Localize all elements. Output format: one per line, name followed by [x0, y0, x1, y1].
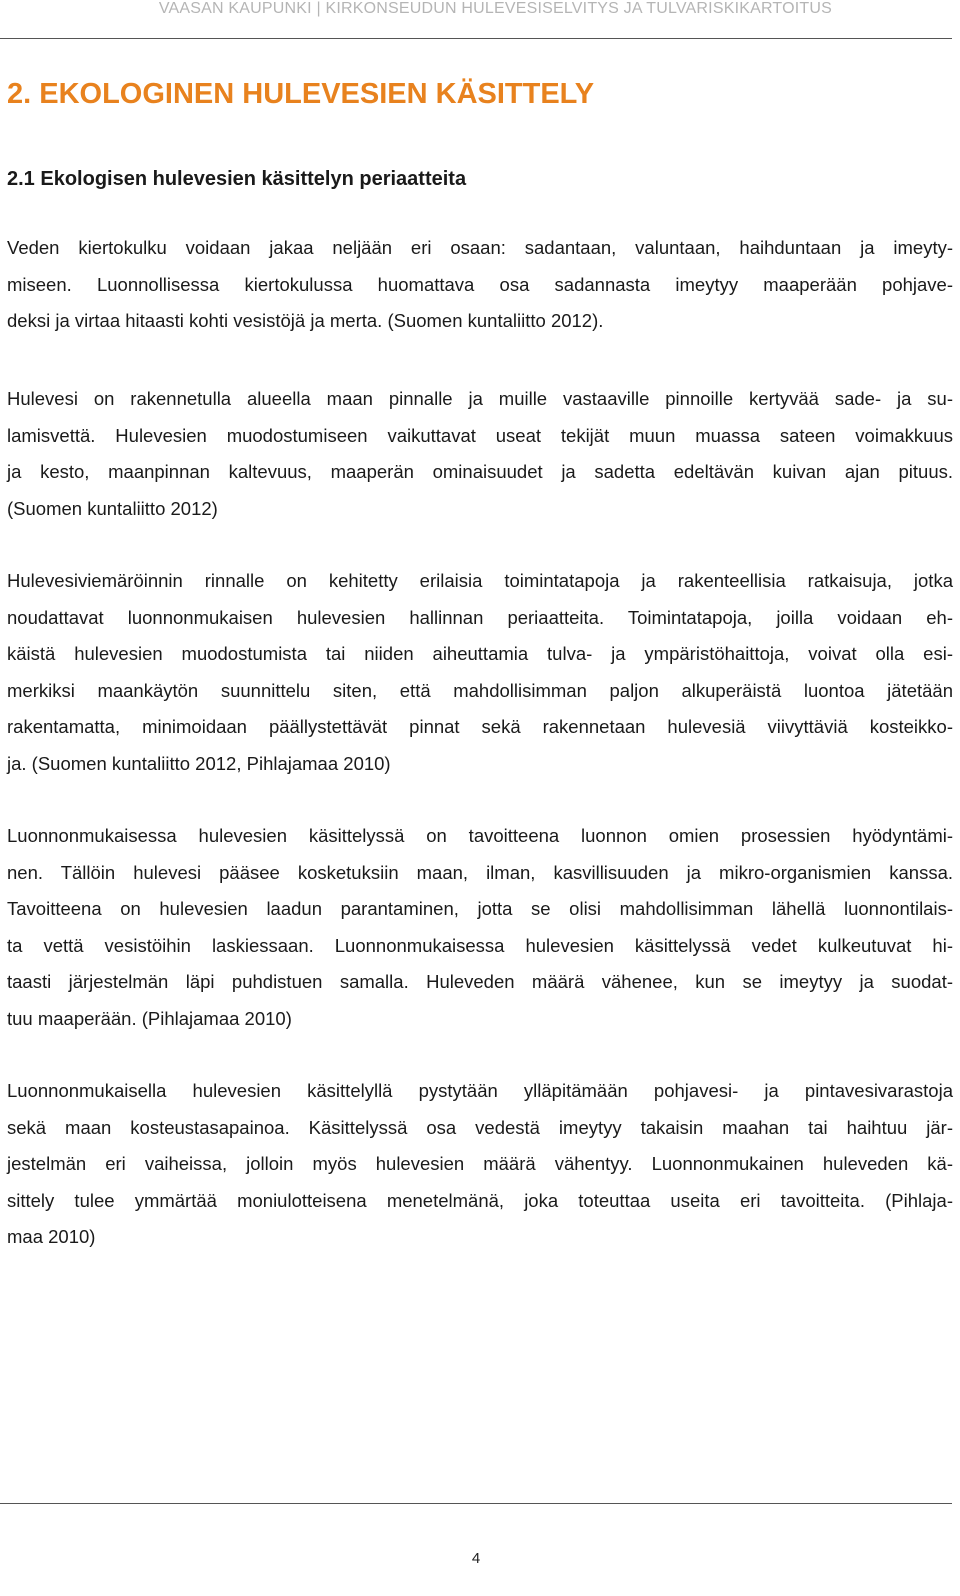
text-line: Luonnonmukaisella hulevesien käsittelyllä pystytään ylläpitämään pohjavesi- ja pintavesivarastoja	[7, 1080, 953, 1101]
text-line: merkiksi maankäytön suunnittelu siten, että mahdollisimman paljon alkuperäistä luontoa jätetään	[7, 679, 953, 701]
paragraph-2	[7, 381, 953, 527]
text-line: maa 2010)	[7, 1226, 96, 1248]
section-title: 2.1 Ekologisen hulevesien käsittelyn periaatteita	[7, 168, 467, 190]
text-line: deksi ja virtaa hitaasti kohti vesistöjä ja merta. (Suomen kuntaliitto 2012).	[7, 310, 604, 332]
text-line: rakentamatta, minimoidaan päällystettävät pinnat sekä rakennetaan hulevesiä viivyttäviä kosteikko-	[7, 716, 953, 738]
paragraph-1	[7, 230, 953, 340]
text-line: Veden kiertokulku voidaan jakaa neljään eri osaan: sadantaan, valuntaan, haihduntaan ja imeyty-	[7, 237, 953, 258]
text-line: sittely tulee ymmärtää moniulotteisena menetelmänä, joka toteuttaa useita eri tavoitteita. (Pihlaja-	[7, 1189, 953, 1211]
text-line: käistä hulevesien muodostumista tai niiden aiheuttamia tulva- ja ympäristöhaittoja, voivat olla esi-	[7, 643, 953, 665]
page-number: 4	[471, 1550, 481, 1567]
paragraph-4	[7, 818, 953, 1038]
paragraph-5	[7, 1073, 953, 1256]
footer-divider	[0, 1503, 952, 1504]
text-line: (Suomen kuntaliitto 2012)	[7, 497, 218, 519]
chapter-title: 2. EKOLOGINEN HULEVESIEN KÄSITTELY	[7, 78, 595, 110]
text-line: Luonnonmukaisessa hulevesien käsittelyssä on tavoitteena luonnon omien prosessien hyödyntämi-	[7, 825, 953, 846]
text-line: Hulevesiviemäröinnin rinnalle on kehitetty erilaisia toimintatapoja ja rakenteellisia ratkaisuja, jotka	[7, 570, 953, 591]
text-line: ja kesto, maanpinnan kaltevuus, maaperän ominaisuudet ja sadetta edeltävän kuivan ajan pituus.	[7, 461, 953, 483]
text-line: noudattavat luonnonmukaisen hulevesien hallinnan periaatteita. Toimintatapoja, joilla voidaan eh-	[7, 606, 953, 628]
text-line: taasti järjestelmän läpi puhdistuen samalla. Huleveden määrä vähenee, kun se imeytyy ja suodat-	[7, 971, 953, 993]
text-line: nen. Tällöin hulevesi pääsee kosketuksiin maan, ilman, kasvillisuuden ja mikro-organismien kanssa.	[7, 861, 953, 883]
text-line: tuu maaperään. (Pihlajamaa 2010)	[7, 1007, 292, 1029]
paragraph-3	[7, 563, 953, 783]
text-line: lamisvettä. Hulevesien muodostumiseen vaikuttavat useat tekijät muun muassa sateen voimakkuus	[7, 424, 953, 446]
text-line: Tavoitteena on hulevesien laadun parantaminen, jotta se olisi mahdollisimman lähellä luonnontilais-	[7, 898, 953, 920]
text-line: jestelmän eri vaiheissa, jolloin myös hulevesien määrä vähentyy. Luonnonmukainen huleveden kä-	[7, 1153, 953, 1175]
text-line: ja. (Suomen kuntaliitto 2012, Pihlajamaa 2010)	[7, 752, 391, 774]
text-line: miseen. Luonnollisessa kiertokulussa huomattava osa sadannasta imeytyy maaperään pohjave-	[7, 273, 953, 295]
text-line: sekä maan kosteustasapainoa. Käsittelyssä osa vedestä imeytyy takaisin maahan tai haihtuu jär-	[7, 1116, 953, 1138]
header-text: VAASAN KAUPUNKI | KIRKONSEUDUN HULEVESISELVITYS JA TULVARISKIKARTOITUS	[158, 0, 832, 17]
page-header	[0, 0, 952, 39]
text-line: Hulevesi on rakennetulla alueella maan pinnalle ja muille vastaaville pinnoille kertyvää sade- ja su-	[7, 388, 953, 409]
text-line: ta vettä vesistöihin laskiessaan. Luonnonmukaisessa hulevesien käsittelyssä vedet kulkeutuvat hi-	[7, 934, 953, 956]
